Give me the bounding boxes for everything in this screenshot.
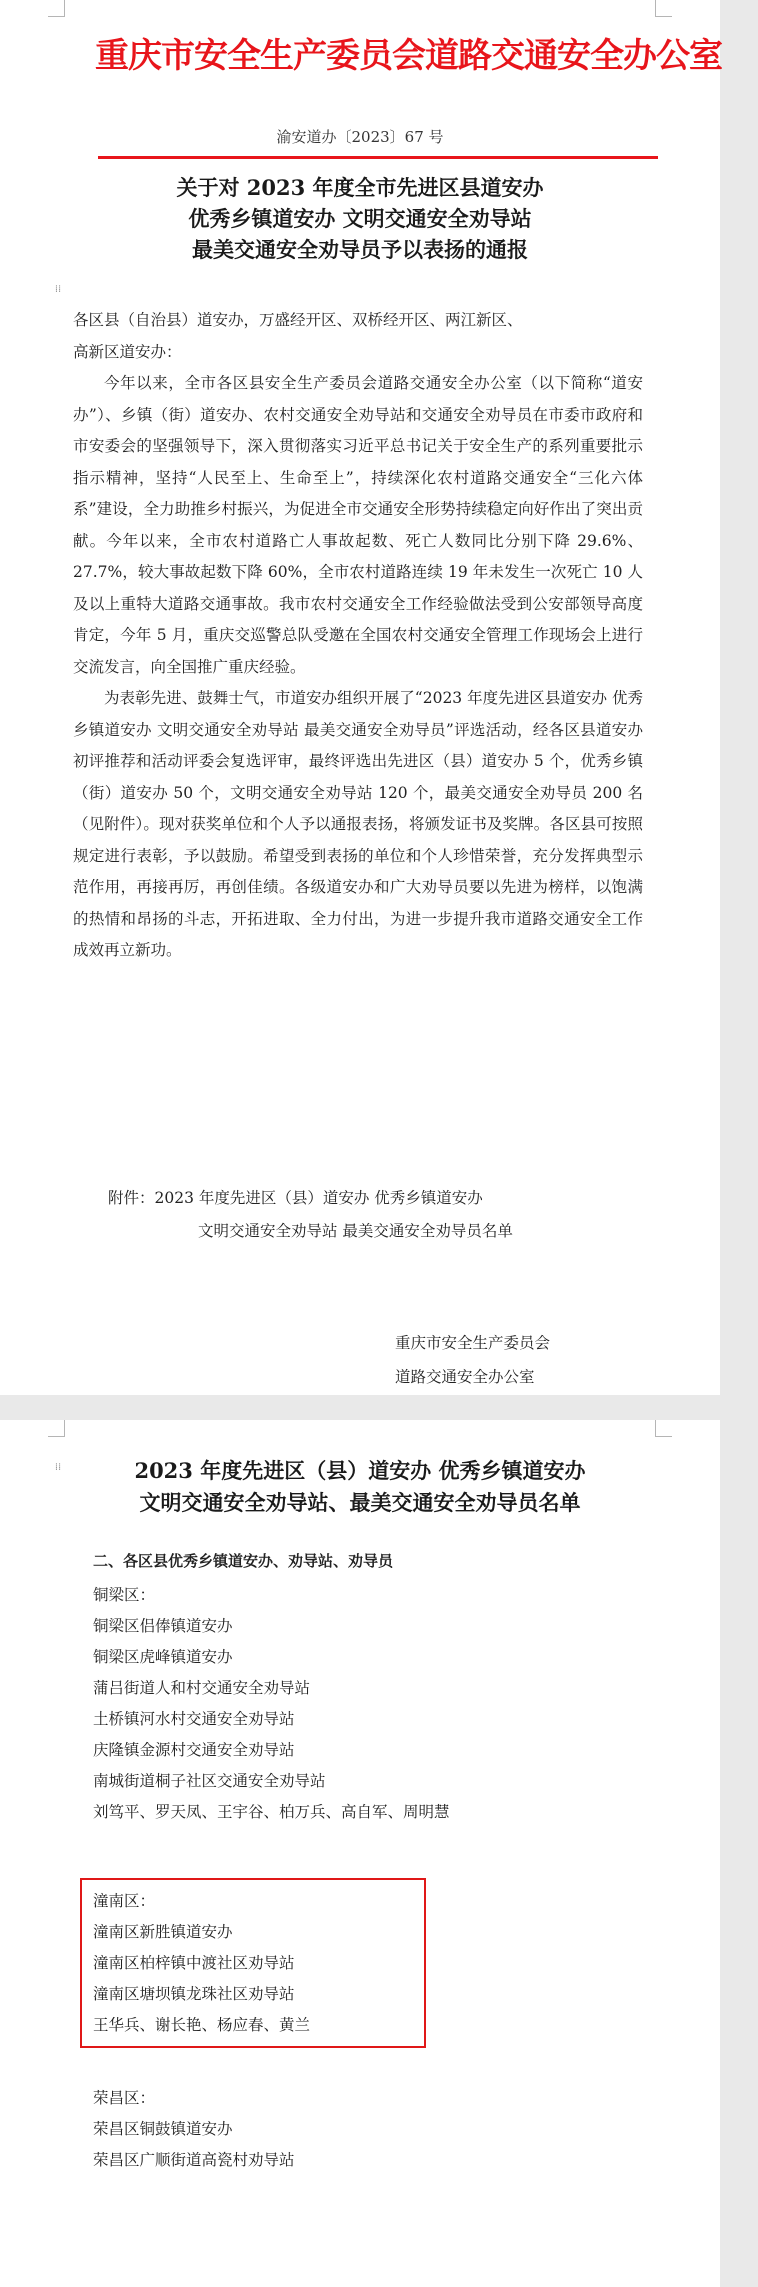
org-letterhead: 重庆市安全生产委员会道路交通安全办公室 <box>95 36 722 76</box>
list-title-line: 文明交通安全劝导站、最美交通安全劝导员名单 <box>139 1490 581 1515</box>
notice-title <box>60 172 660 265</box>
list-item: 潼南区： <box>93 1892 156 1910</box>
list-item: 潼南区柏梓镇中渡社区劝导站 <box>93 1954 295 1972</box>
page-corner-mark <box>655 0 672 17</box>
list-item: 荣昌区广顺街道高瓷村劝导站 <box>93 2151 295 2169</box>
list-item: 铜梁区虎峰镇道安办 <box>93 1648 233 1666</box>
list-title <box>60 1455 660 1519</box>
page-corner-mark <box>48 1420 65 1437</box>
page-gap <box>0 1395 720 1420</box>
list-item: 荣昌区： <box>93 2089 156 2107</box>
page-corner-mark <box>655 1420 672 1437</box>
list-title-line: 2023 年度先进区（县）道安办 优秀乡镇道安办 <box>134 1458 586 1483</box>
list-item: 南城街道桐子社区交通安全劝导站 <box>93 1772 326 1790</box>
list-item: 庆隆镇金源村交通安全劝导站 <box>93 1741 295 1759</box>
list-item: 土桥镇河水村交通安全劝导站 <box>93 1710 295 1728</box>
notice-title-line: 优秀乡镇道安办 文明交通安全劝导站 <box>188 206 532 231</box>
signature-org-cut: 道路交通安全办公室 <box>395 1368 535 1386</box>
list-item: 荣昌区铜鼓镇道安办 <box>93 2120 233 2138</box>
table-move-handle-icon[interactable]: ⁞⁞ <box>54 1462 62 1473</box>
section-heading: 二、各区县优秀乡镇道安办、劝导站、劝导员 <box>93 1552 394 1570</box>
body-paragraph-1: 今年以来，全市各区县安全生产委员会道路交通安全办公室（以下简称“道安办”）、乡镇（街）道安办、农村交通安全劝导站和交通安全劝导员在市委市政府和市安委会的坚强领导下，深入贯彻落实习近平总书记关于安全生产的系列重要批示指示精神，坚持“人民至上、生命至上”，持续深化农村道路交通安全“三化六体系”建设，全力助推乡村振兴，为促进全市交通安全形势持续稳定向好作出了突出贡献。今年以来，全市农村道路亡人事故起数、死亡人数同比分别下降 29.6%、27.7%，较大事故起数下降 60%，全市农村道路连续 19 年未发生一次死亡 10 人及以上重特大道路交通事故。我市农村交通安全工作经验做法受到公安部领导高度肯定，今年 5 月，重庆交巡警总队受邀在全国农村交通安全管理工作现场会上进行交流发言，向全国推广重庆经验。 <box>73 374 643 676</box>
letterhead-red-rule <box>98 156 658 159</box>
list-item: 铜梁区侣俸镇道安办 <box>93 1617 233 1635</box>
list-item: 潼南区塘坝镇龙珠社区劝导站 <box>93 1985 295 2003</box>
group-tongnan <box>93 1886 310 2041</box>
signature-org: 重庆市安全生产委员会 <box>395 1334 551 1352</box>
group-tongliang <box>93 1580 450 1828</box>
notice-body <box>73 305 643 967</box>
page-corner-mark <box>48 0 65 17</box>
document-number: 渝安道办〔2023〕67 号 <box>276 128 444 146</box>
list-item: 铜梁区： <box>93 1586 156 1604</box>
list-item: 王华兵、谢长艳、杨应春、黄兰 <box>93 2016 311 2034</box>
notice-title-line: 最美交通安全劝导员予以表扬的通报 <box>192 237 528 262</box>
table-move-handle-icon[interactable]: ⁞⁞ <box>54 284 62 295</box>
list-item: 刘笃平、罗天凤、王宇谷、柏万兵、高自军、周明慧 <box>93 1803 450 1821</box>
body-paragraph-2: 为表彰先进、鼓舞士气，市道安办组织开展了“2023 年度先进区县道安办 优秀乡镇道安办 文明交通安全劝导站 最美交通安全劝导员”评选活动，经各区县道安办初评推荐和活动评委会复选评审，最终评选出先进区（县）道安办 5 个，优秀乡镇（街）道安办 50 个，文明交通安全劝导站 120 个，最美交通安全劝导员 200 名（见附件）。现对获奖单位和个人予以通报表扬，将颁发证书及奖牌。各区县可按照规定进行表彰，予以鼓励。希望受到表扬的单位和个人珍惜荣誉，充分发挥典型示范作用，再接再厉，再创佳绩。各级道安办和广大劝导员要以先进为榜样，以饱满的热情和昂扬的斗志，开拓进取、全力付出，为进一步提升我市道路交通安全工作成效再立新功。 <box>73 689 643 959</box>
list-item: 蒲吕街道人和村交通安全劝导站 <box>93 1679 311 1697</box>
attachment-line: 文明交通安全劝导站 最美交通安全劝导员名单 <box>198 1222 513 1240</box>
attachment-line: 附件：2023 年度先进区（县）道安办 优秀乡镇道安办 <box>108 1189 483 1207</box>
list-item: 潼南区新胜镇道安办 <box>93 1923 233 1941</box>
group-rongchang <box>93 2083 295 2176</box>
salutation-line: 各区县（自治县）道安办，万盛经开区、双桥经开区、两江新区、 <box>73 311 523 329</box>
notice-title-line: 关于对 2023 年度全市先进区县道安办 <box>176 175 544 200</box>
salutation-line: 高新区道安办： <box>73 342 182 361</box>
